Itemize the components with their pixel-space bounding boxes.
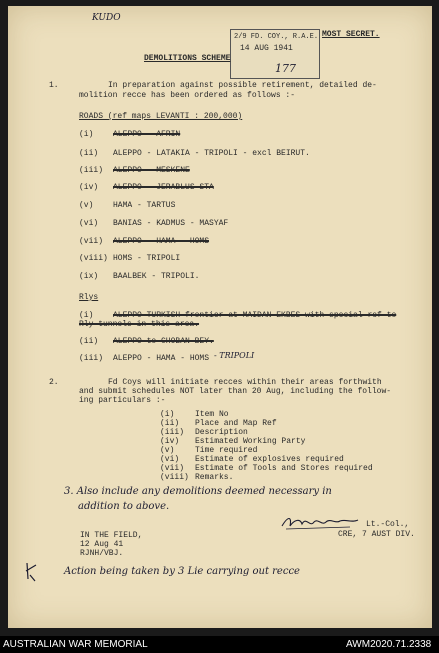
document-title: DEMOLITIONS SCHEME	[144, 54, 231, 63]
para3-handwritten-line2: addition to above.	[78, 501, 170, 512]
para1-line1: In preparation against possible retirement, detailed de-	[108, 81, 377, 90]
particulars-text: Place and Map Ref	[195, 419, 277, 428]
roads-item-num: (iv)	[79, 183, 99, 192]
roads-heading: ROADS (ref maps LEVANTI : 200,000)	[79, 112, 243, 121]
particulars-num: (viii)	[160, 473, 189, 482]
roads-item-num: (v)	[79, 201, 94, 210]
particulars-text: Item No	[195, 410, 229, 419]
para1-line2: molition recce has been ordered as follows :-	[79, 91, 296, 100]
particulars-text: Estimated Working Party	[195, 437, 306, 446]
particulars-num: (iv)	[160, 437, 180, 446]
roads-item-text: ALEPPO - AFRIN	[113, 130, 181, 139]
roads-item-text: ALEPPO - LATAKIA - TRIPOLI - excl BEIRUT.	[113, 149, 310, 158]
stamp-ref: 177	[275, 62, 296, 75]
para1-number: 1.	[49, 81, 59, 90]
roads-item-text: BAALBEK - TRIPOLI.	[113, 272, 200, 281]
rlys-item-text: ALEPPO-TURKISH frontier at MAIDAN EKBES with special ref to	[113, 311, 397, 320]
rlys-item-text-cont: Rly tunnels in this area.	[79, 320, 200, 329]
roads-item-num: (i)	[79, 130, 94, 139]
footer-accession-number: AWM2020.71.2338	[346, 639, 432, 650]
rlys-item-num: (i)	[79, 311, 94, 320]
roads-item-text: BANIAS - KADMUS - MASYAF	[113, 219, 229, 228]
rlys-item-num: (ii)	[79, 337, 99, 346]
particulars-num: (vi)	[160, 455, 180, 464]
stamp-date: 14 AUG 1941	[240, 44, 293, 53]
para2-line2: and submit schedules NOT later than 20 Aug, including the follow-	[79, 387, 392, 396]
particulars-text: Time required	[195, 446, 258, 455]
signature-unit: CRE, 7 AUST DIV.	[338, 530, 415, 539]
roads-item-num: (ix)	[79, 272, 99, 281]
handwritten-top-note: KUDO	[92, 13, 121, 23]
particulars-text: Estimate of Tools and Stores required	[195, 464, 373, 473]
roads-item-num: (vi)	[79, 219, 99, 228]
handwritten-action-note: Action being taken by 3 Lie carrying out recce	[64, 566, 300, 577]
roads-item-text: ALEPPO - JERABLUS STA	[113, 183, 214, 192]
particulars-num: (ii)	[160, 419, 180, 428]
para3-handwritten-line1: 3. Also include any demolitions deemed necessary in	[64, 486, 332, 497]
particulars-text: Remarks.	[195, 473, 234, 482]
signature-rank: Lt.-Col.,	[366, 520, 410, 529]
rlys-heading: Rlys	[79, 293, 99, 302]
roads-item-text: HAMA - TARTUS	[113, 201, 176, 210]
date-line: 12 Aug 41	[80, 540, 124, 549]
para2-line1: Fd Coys will initiate recces within their areas forthwith	[108, 378, 382, 387]
archive-footer	[0, 636, 439, 653]
rlys-handwritten-addition: - TRIPOLI	[214, 351, 255, 360]
rlys-item-text: ALEPPO to CHOBAN BEY.	[113, 337, 214, 346]
para2-number: 2.	[49, 378, 59, 387]
classification-label: MOST SECRET.	[322, 30, 380, 39]
roads-item-num: (viii)	[79, 254, 108, 263]
roads-item-text: ALEPPO - MESKENE	[113, 166, 190, 175]
initial-mark	[24, 561, 38, 583]
roads-item-text: ALEPPO - HAMA - HOMS	[113, 237, 210, 246]
roads-item-text: HOMS - TRIPOLI	[113, 254, 181, 263]
roads-item-num: (iii)	[79, 166, 104, 175]
particulars-num: (iii)	[160, 428, 185, 437]
particulars-text: Description	[195, 428, 248, 437]
rlys-item-num: (iii)	[79, 354, 104, 363]
rlys-item-text: ALEPPO - HAMA - HOMS	[113, 354, 210, 363]
particulars-num: (v)	[160, 446, 175, 455]
particulars-num: (vii)	[160, 464, 185, 473]
para2-line3: ing particulars :-	[79, 396, 166, 405]
particulars-text: Estimate of explosives required	[195, 455, 344, 464]
place-line: IN THE FIELD,	[80, 531, 143, 540]
roads-item-num: (ii)	[79, 149, 99, 158]
particulars-num: (i)	[160, 410, 175, 419]
stamp-unit: 2/9 FD. COY., R.A.E.	[234, 33, 319, 41]
reference-initials: RJNH/VBJ.	[80, 549, 124, 558]
roads-item-num: (vii)	[79, 237, 104, 246]
footer-institution: AUSTRALIAN WAR MEMORIAL	[3, 639, 148, 650]
